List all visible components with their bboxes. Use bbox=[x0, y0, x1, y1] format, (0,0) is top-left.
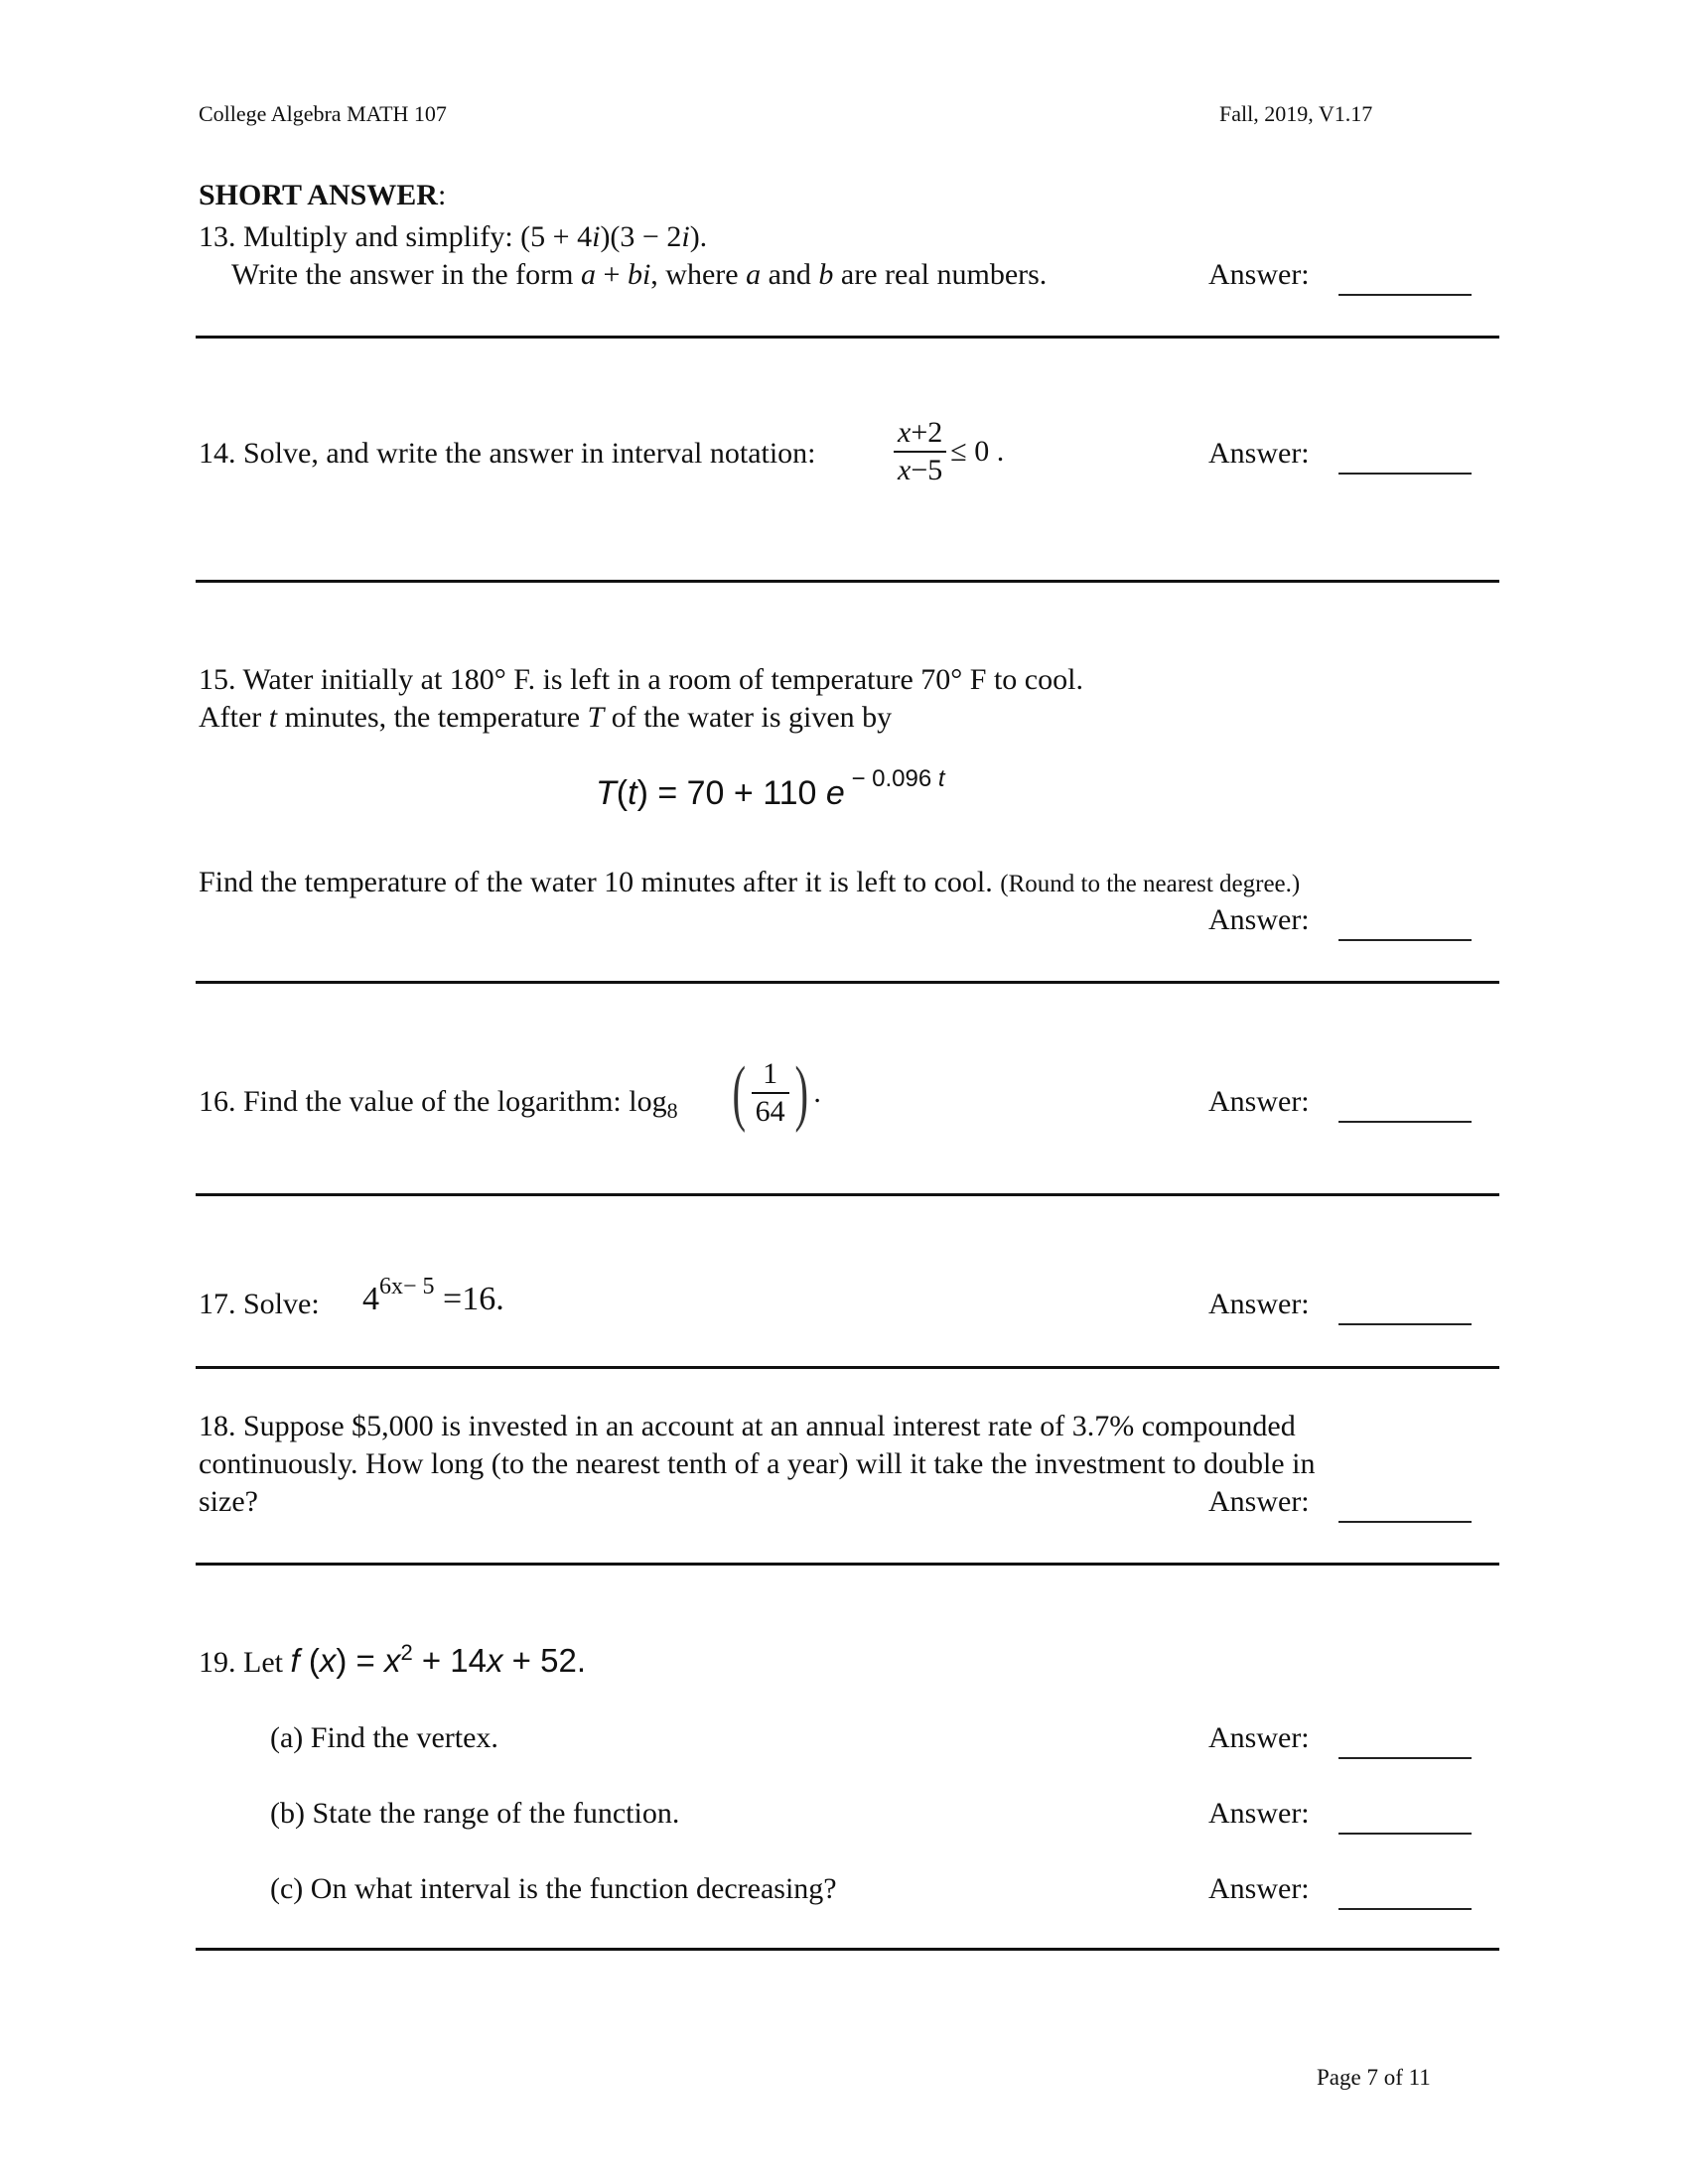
q16-denominator: 64 bbox=[752, 1092, 789, 1130]
q17-base: 4 bbox=[362, 1281, 379, 1317]
q16-answer-label: Answer: bbox=[1208, 1085, 1310, 1118]
q14-num-x: x bbox=[898, 416, 912, 449]
divider bbox=[196, 336, 1499, 339]
q19-rest2: + 52. bbox=[502, 1642, 586, 1679]
q19-function: f $(x) = x^2 + 14x + 52$. bbox=[290, 1640, 586, 1679]
q15-formula-rhs: ) = 70 + 110 bbox=[636, 774, 826, 812]
q16-end: . bbox=[813, 1076, 821, 1109]
q13-l2c: and bbox=[761, 258, 819, 291]
q13-text-2: )(3 − 2 bbox=[600, 220, 682, 253]
question-18-line1: 18. Suppose $5,000 is invested in an account at an annual interest rate of 3.7% compounded bbox=[199, 1410, 1296, 1442]
q17-rhs: =16. bbox=[434, 1281, 504, 1317]
q16-fraction bbox=[752, 1056, 789, 1130]
section-title-colon: : bbox=[437, 179, 447, 211]
question-19-intro bbox=[199, 1640, 586, 1680]
q15-T: T bbox=[587, 701, 605, 734]
question-19b: (b) State the range of the function. bbox=[270, 1797, 680, 1830]
question-16-text bbox=[199, 1085, 678, 1124]
q15-l2a: After bbox=[199, 701, 269, 734]
q16-log-base: 8 bbox=[666, 1098, 678, 1123]
divider bbox=[196, 580, 1499, 583]
question-15-line1: 15. Water initially at 180° F. is left in a room of temperature 70° F to cool. bbox=[199, 663, 1083, 696]
q15-formula-e: e bbox=[825, 774, 845, 812]
q13-plus: + bbox=[596, 258, 628, 291]
q15-t: t bbox=[268, 701, 278, 734]
page-number: Page 7 of 11 bbox=[1317, 2065, 1431, 2090]
question-18-line2: continuously. How long (to the nearest tenth of a year) will it take the investment to double in bbox=[199, 1447, 1316, 1480]
q14-fraction bbox=[894, 415, 946, 488]
section-title-text: SHORT ANSWER bbox=[199, 179, 438, 211]
q15-l3: Find the temperature of the water 10 minutes after it is left to cool. bbox=[199, 866, 993, 898]
q13-l2d: are real numbers. bbox=[833, 258, 1048, 291]
divider bbox=[196, 1193, 1499, 1196]
q17-answer-label: Answer: bbox=[1208, 1288, 1310, 1320]
q13-answer-blank[interactable] bbox=[1338, 294, 1472, 296]
q14-denominator bbox=[894, 451, 946, 488]
question-13-line1 bbox=[199, 220, 707, 254]
question-15-line3 bbox=[199, 866, 1300, 899]
q15-l2b: minutes, the temperature bbox=[277, 701, 588, 734]
q19c-answer-label: Answer: bbox=[1208, 1872, 1310, 1905]
q19-rest1: + 14 bbox=[412, 1642, 488, 1679]
q15-answer-blank[interactable] bbox=[1338, 939, 1472, 941]
divider bbox=[196, 1948, 1499, 1951]
q14-numerator bbox=[894, 415, 946, 451]
course-title: College Algebra MATH 107 bbox=[199, 101, 447, 126]
q19-square: 2 bbox=[400, 1640, 413, 1665]
q15-note: (Round to the nearest degree.) bbox=[1000, 871, 1301, 897]
q19-eq: ) = bbox=[336, 1642, 384, 1679]
question-13-line2 bbox=[231, 258, 1047, 292]
q15-formula-lparen: ( bbox=[616, 774, 629, 812]
q13-a: a bbox=[581, 258, 597, 291]
q13-answer-label: Answer: bbox=[1208, 258, 1310, 291]
q14-after: ≤ 0 . bbox=[950, 435, 1005, 468]
q14-answer-label: Answer: bbox=[1208, 437, 1310, 470]
divider bbox=[196, 981, 1499, 984]
q19b-answer-label: Answer: bbox=[1208, 1797, 1310, 1830]
q16-numerator: 1 bbox=[763, 1057, 778, 1090]
q19-x2: x bbox=[383, 1642, 401, 1679]
q19-intro: 19. Let bbox=[199, 1646, 291, 1679]
q13-text-3: ). bbox=[689, 220, 708, 253]
q19-x1: x bbox=[319, 1642, 337, 1679]
q16-fraction-group bbox=[727, 1052, 821, 1134]
q16-left-paren: ( bbox=[732, 1052, 747, 1134]
q14-inequality bbox=[894, 415, 1004, 488]
q14-answer-blank[interactable] bbox=[1338, 473, 1472, 475]
q13-i1: i bbox=[592, 220, 601, 253]
q19a-answer-label: Answer: bbox=[1208, 1721, 1310, 1754]
q14-den-x: x bbox=[898, 454, 912, 486]
q13-a2: a bbox=[746, 258, 762, 291]
q15-formula-t: t bbox=[628, 774, 637, 812]
q13-l2a: Write the answer in the form bbox=[231, 258, 582, 291]
q15-l2c: of the water is given by bbox=[604, 701, 893, 734]
q14-den-rest: −5 bbox=[911, 454, 943, 486]
q15-formula-exp: − 0.096 bbox=[844, 765, 938, 792]
question-17-text: 17. Solve: bbox=[199, 1288, 320, 1320]
q16-text: 16. Find the value of the logarithm: log bbox=[199, 1085, 667, 1118]
q13-i2: i bbox=[681, 220, 690, 253]
q19c-answer-blank[interactable] bbox=[1338, 1908, 1472, 1910]
divider bbox=[196, 1563, 1499, 1566]
divider bbox=[196, 1366, 1499, 1369]
q13-l2b: , where bbox=[650, 258, 747, 291]
q15-formula-exponent bbox=[845, 765, 945, 792]
q19-f: f bbox=[290, 1642, 300, 1679]
question-15-line2 bbox=[199, 701, 892, 735]
q15-formula-exp-t: t bbox=[937, 765, 945, 792]
q19b-answer-blank[interactable] bbox=[1338, 1833, 1472, 1835]
q17-exponent: 6x− 5 bbox=[379, 1274, 435, 1299]
q16-right-paren: ) bbox=[794, 1052, 808, 1134]
q15-answer-label: Answer: bbox=[1208, 903, 1310, 936]
question-19c: (c) On what interval is the function decreasing? bbox=[270, 1872, 837, 1905]
question-19a: (a) Find the vertex. bbox=[270, 1721, 498, 1754]
q13-text-1: 13. Multiply and simplify: (5 + 4 bbox=[199, 220, 593, 253]
q18-answer-label: Answer: bbox=[1208, 1485, 1310, 1518]
q13-bi: bi bbox=[627, 258, 651, 291]
q17-equation bbox=[362, 1274, 504, 1318]
question-14-text: 14. Solve, and write the answer in interval notation: bbox=[199, 437, 816, 470]
section-title bbox=[199, 179, 446, 212]
question-18-line3: size? bbox=[199, 1485, 258, 1518]
q15-formula-T: T bbox=[596, 774, 617, 812]
q17-answer-blank[interactable] bbox=[1338, 1323, 1472, 1325]
q15-formula bbox=[596, 765, 945, 813]
q18-answer-blank[interactable] bbox=[1338, 1521, 1472, 1523]
q16-answer-blank[interactable] bbox=[1338, 1121, 1472, 1123]
term-version: Fall, 2019, V1.17 bbox=[1219, 101, 1373, 126]
q13-b: b bbox=[818, 258, 834, 291]
q19-x3: x bbox=[487, 1642, 503, 1679]
q14-num-rest: +2 bbox=[911, 416, 943, 449]
q19a-answer-blank[interactable] bbox=[1338, 1757, 1472, 1759]
